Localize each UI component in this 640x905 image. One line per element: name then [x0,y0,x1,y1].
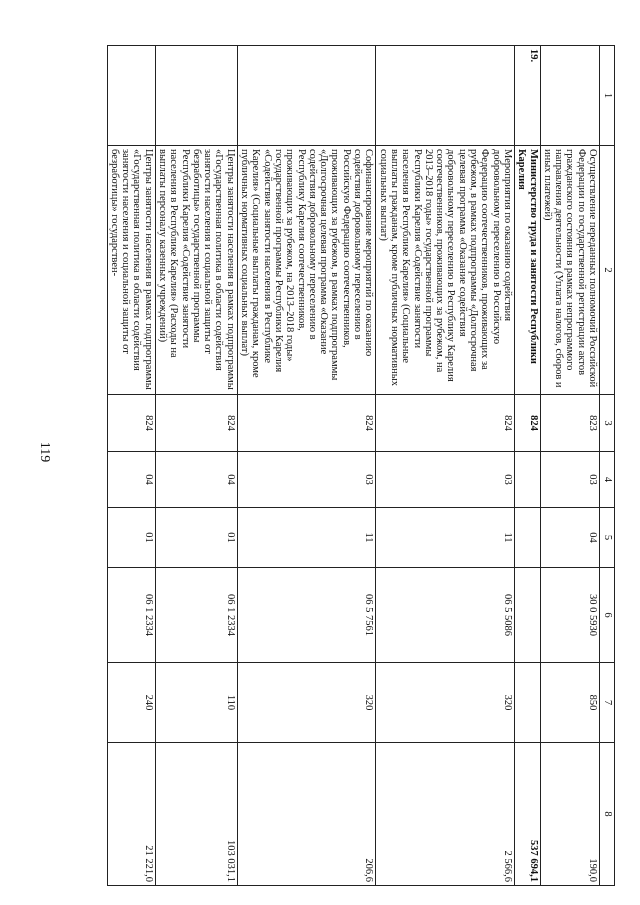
row-number [540,46,599,146]
row-section: 04 [107,452,155,508]
row-section: 03 [540,452,599,508]
row-number [376,46,515,146]
row-target-article: 06 1 2334 [107,568,155,663]
row-ministry-code: 824 [107,395,155,452]
row-description: Мероприятия по оказанию содействия добровольному переселению в Российскую Федерацию соотечественников, проживающих за рубежом, в рамках подпрограммы «Долгосрочная целевая программа «Оказание содействия добровольному переселению в Республику Карелия соотечественников, проживающих за рубежом, на 2013–2018 годы» государственной программы Республики Карелия «Содействие занятости населения в Республике Карелия» (Социальные выплаты гражданам, кроме публичных нормативных социальных выплат) [376,146,515,395]
row-number [107,46,155,146]
row-subsection: 04 [540,508,599,568]
row-expense-type [514,663,540,743]
row-subsection: 01 [155,508,237,568]
row-ministry-code: 824 [155,395,237,452]
row-amount: 103 031,1 [155,743,237,886]
row-ministry-code: 824 [376,395,515,452]
table-row [107,46,155,886]
row-ministry-code: 824 [514,395,540,452]
budget-table [107,45,615,886]
row-expense-type: 110 [155,663,237,743]
row-subsection: 01 [107,508,155,568]
table-row [155,46,237,886]
row-number: 19. [514,46,540,146]
row-amount: 21 221,0 [107,743,155,886]
row-amount: 537 694,1 [514,743,540,886]
table-row [376,46,515,886]
row-section: 03 [376,452,515,508]
row-description: Софинансирование мероприятий по оказанию содействия добровольному переселению в Российскую Федерацию соотечественников, проживающих за рубежом, в рамках подпрограммы «Долгосрочная целевая программа «Оказание содействия добровольному переселению в Республику Карелия соотечественников, проживающих за рубежом, на 2013–2018 годы» государственной программы Республики Карелия «Содействие занятости населения в Республике Карелия» (Социальные выплаты гражданам, кроме публичных нормативных социальных выплат) [237,146,376,395]
table-row [514,46,540,886]
row-target-article [514,568,540,663]
header-col-3: 3 [600,395,615,452]
table-row [540,46,599,886]
row-amount: 206,6 [237,743,376,886]
row-target-article: 30 0 5930 [540,568,599,663]
row-subsection [514,508,540,568]
header-col-8: 8 [600,743,615,886]
row-number [237,46,376,146]
table-body [107,46,599,886]
row-amount: 2 566,6 [376,743,515,886]
row-section: 04 [155,452,237,508]
row-description: Центры занятости населения в рамках подпрограммы «Государственная политика в области содействия занятости населения и социальной защиты от безработицы» государственной программы Республики Карелия «Содействие занятости населения в Республике Карелия» (Расходы на выплаты персоналу казенных учреждений) [155,146,237,395]
header-col-5: 5 [600,508,615,568]
header-col-4: 4 [600,452,615,508]
table-header-row [600,46,615,886]
row-expense-type: 320 [237,663,376,743]
row-subsection: 11 [237,508,376,568]
table-row [237,46,376,886]
row-expense-type: 240 [107,663,155,743]
row-expense-type: 320 [376,663,515,743]
row-description: Осуществление переданных полномочий Российской Федерации по государственной регистрации актов гражданского состояния в рамках непрограммого направления деятельности (Уплата налогов, сборов и иных платежей) [540,146,599,395]
header-col-7: 7 [600,663,615,743]
row-subsection: 11 [376,508,515,568]
row-target-article: 06 1 2334 [155,568,237,663]
row-number [155,46,237,146]
header-col-1: 1 [600,46,615,146]
row-target-article: 06 5 5086 [376,568,515,663]
landscape-page [75,45,615,885]
page-number: 119 [37,441,52,463]
row-description: Министерство труда и занятости Республики Карелия [514,146,540,395]
row-description: Центры занятости населения в рамках подпрограммы «Государственная политика в области содействия занятости населения и социальной защиты от безработицы» государствен- [107,146,155,395]
row-ministry-code: 823 [540,395,599,452]
row-amount: 190,0 [540,743,599,886]
row-expense-type: 850 [540,663,599,743]
row-section [514,452,540,508]
row-section: 03 [237,452,376,508]
row-target-article: 06 5 7561 [237,568,376,663]
row-ministry-code: 824 [237,395,376,452]
header-col-6: 6 [600,568,615,663]
header-col-2: 2 [600,146,615,395]
